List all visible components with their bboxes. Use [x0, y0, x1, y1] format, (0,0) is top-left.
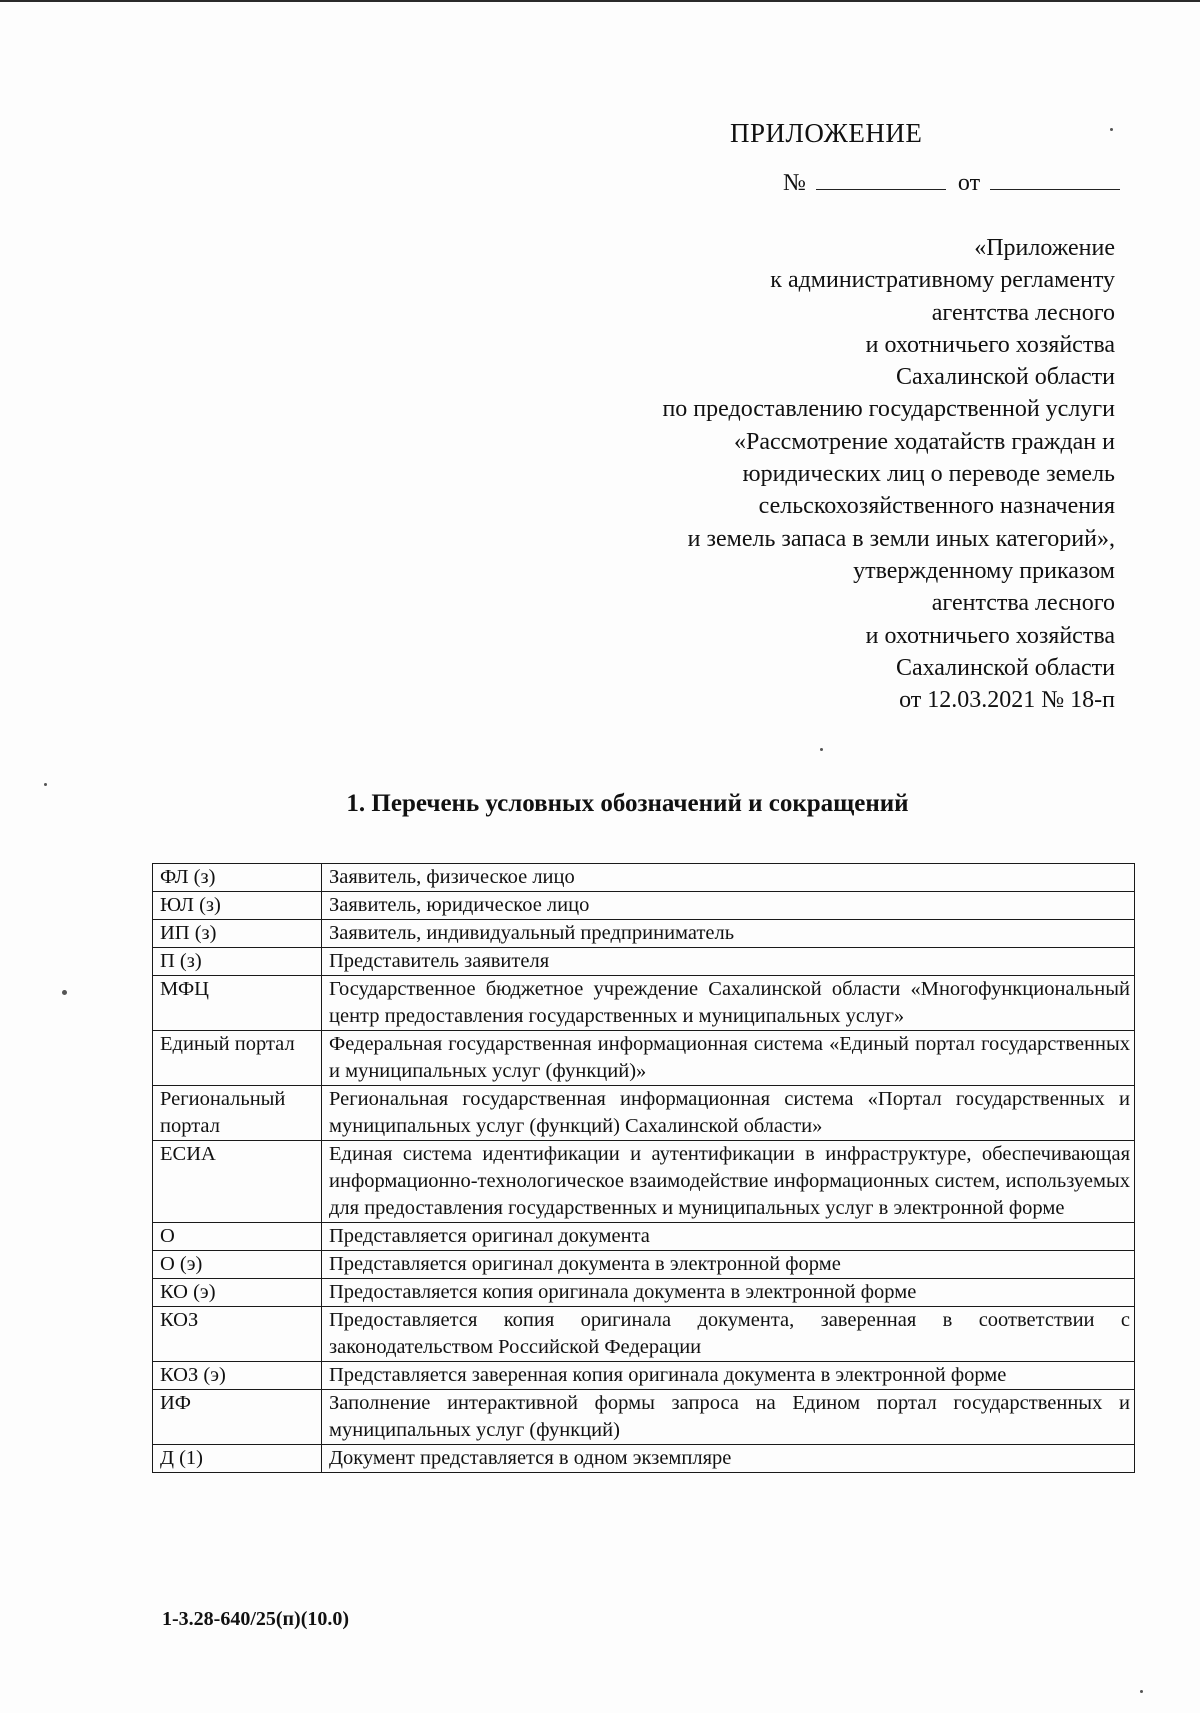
scan-edge: [0, 0, 1200, 2]
abbreviation-code: КОЗ: [153, 1307, 322, 1362]
abbreviation-code: О (э): [153, 1251, 322, 1279]
appendix-number-line: [783, 170, 1120, 197]
approval-line: и охотничьего хозяйства: [865, 622, 1115, 649]
table-row: [153, 864, 1135, 892]
table-row: [153, 948, 1135, 976]
scan-speck: [62, 990, 67, 995]
table-row: [153, 1086, 1135, 1141]
approval-line: сельскохозяйственного назначения: [758, 493, 1115, 520]
date-blank: [990, 171, 1120, 190]
approval-line: «Приложение: [974, 235, 1115, 261]
number-blank: [816, 171, 946, 190]
date-label: от: [957, 170, 981, 196]
approval-line: от 12.03.2021 № 18-п: [899, 687, 1115, 714]
abbreviation-description: Представляется заверенная копия оригинала документа в электронной форме: [322, 1362, 1135, 1390]
approval-line: утвержденному приказом: [853, 557, 1115, 584]
approval-line: к административному регламенту: [770, 267, 1115, 294]
abbreviation-code: ЮЛ (з): [153, 892, 322, 920]
scan-speck: [1140, 1690, 1143, 1693]
abbreviation-code: МФЦ: [153, 976, 322, 1031]
abbreviation-code: ФЛ (з): [153, 864, 322, 892]
abbreviation-code: Д (1): [153, 1445, 322, 1473]
appendix-title: ПРИЛОЖЕНИЕ: [730, 118, 923, 148]
abbreviation-code: КОЗ (э): [153, 1362, 322, 1390]
section-heading: 1. Перечень условных обозначений и сокращений: [346, 790, 909, 817]
table-row: [153, 1223, 1135, 1251]
abbreviation-description: Региональная государственная информационная система «Портал государственных и муниципальных услуг (функций) Сахалинской области»: [322, 1086, 1135, 1141]
abbreviation-code: О: [153, 1223, 322, 1251]
table-row: [153, 1251, 1135, 1279]
abbreviation-description: Документ представляется в одном экземпляре: [322, 1445, 1135, 1473]
abbreviations-table: [152, 863, 1135, 1473]
table-row: [153, 892, 1135, 920]
table-row: [153, 1141, 1135, 1223]
table-row: [153, 1031, 1135, 1086]
approval-line: по предоставлению государственной услуги: [662, 396, 1115, 423]
document-code: 1-3.28-640/25(п)(10.0): [162, 1608, 350, 1630]
abbreviation-description: Представляется оригинал документа: [322, 1223, 1135, 1251]
table-row: [153, 1279, 1135, 1307]
abbreviation-description: Федеральная государственная информационная система «Единый портал государственных и муниципальных услуг (функций)»: [322, 1031, 1135, 1086]
abbreviation-description: Представляется оригинал документа в электронной форме: [322, 1251, 1135, 1279]
table-row: [153, 1445, 1135, 1473]
table-row: [153, 1362, 1135, 1390]
approval-line: Сахалинской области: [895, 654, 1115, 681]
abbreviation-description: Предоставляется копия оригинала документа в электронной форме: [322, 1279, 1135, 1307]
approval-block: [475, 232, 1115, 716]
abbreviation-code: Региональный портал: [153, 1086, 322, 1141]
table-row: [153, 920, 1135, 948]
abbreviation-description: Предоставляется копия оригинала документа, заверенная в соответствии с законодательством Российской Федерации: [322, 1307, 1135, 1362]
abbreviation-description: Заявитель, юридическое лицо: [322, 892, 1135, 920]
table-row: [153, 1390, 1135, 1445]
number-label: №: [783, 170, 806, 196]
approval-line: Сахалинской области: [895, 364, 1115, 391]
scan-speck: [820, 748, 823, 751]
abbreviation-description: Заполнение интерактивной формы запроса на Едином портал государственных и муниципальных услуг (функций): [322, 1390, 1135, 1445]
approval-line: агентства лесного: [931, 590, 1115, 617]
approval-line: и земель запаса в земли иных категорий»,: [687, 525, 1115, 552]
table-row: [153, 976, 1135, 1031]
table-row: [153, 1307, 1135, 1362]
approval-line: «Рассмотрение ходатайств граждан и: [734, 428, 1115, 455]
abbreviation-description: Единая система идентификации и аутентификации в инфраструктуре, обеспечивающая информационно-технологическое взаимодействие информационных систем, используемых для предоставления государственных и муниципальных услуг в электронной форме: [322, 1141, 1135, 1223]
abbreviation-code: ИФ: [153, 1390, 322, 1445]
abbreviation-code: П (з): [153, 948, 322, 976]
abbreviation-description: Представитель заявителя: [322, 948, 1135, 976]
approval-line: агентства лесного: [931, 299, 1115, 326]
abbreviation-code: ЕСИА: [153, 1141, 322, 1223]
abbreviation-description: Государственное бюджетное учреждение Сахалинской области «Многофункциональный центр предоставления государственных и муниципальных услуг»: [322, 976, 1135, 1031]
abbreviation-description: Заявитель, физическое лицо: [322, 864, 1135, 892]
approval-line: и охотничьего хозяйства: [865, 331, 1115, 358]
abbreviation-code: КО (э): [153, 1279, 322, 1307]
abbreviation-code: ИП (з): [153, 920, 322, 948]
scan-speck: [44, 783, 47, 786]
abbreviation-description: Заявитель, индивидуальный предприниматель: [322, 920, 1135, 948]
approval-line: юридических лиц о переводе земель: [742, 461, 1115, 488]
abbreviation-code: Единый портал: [153, 1031, 322, 1086]
scan-speck: [1110, 128, 1113, 131]
